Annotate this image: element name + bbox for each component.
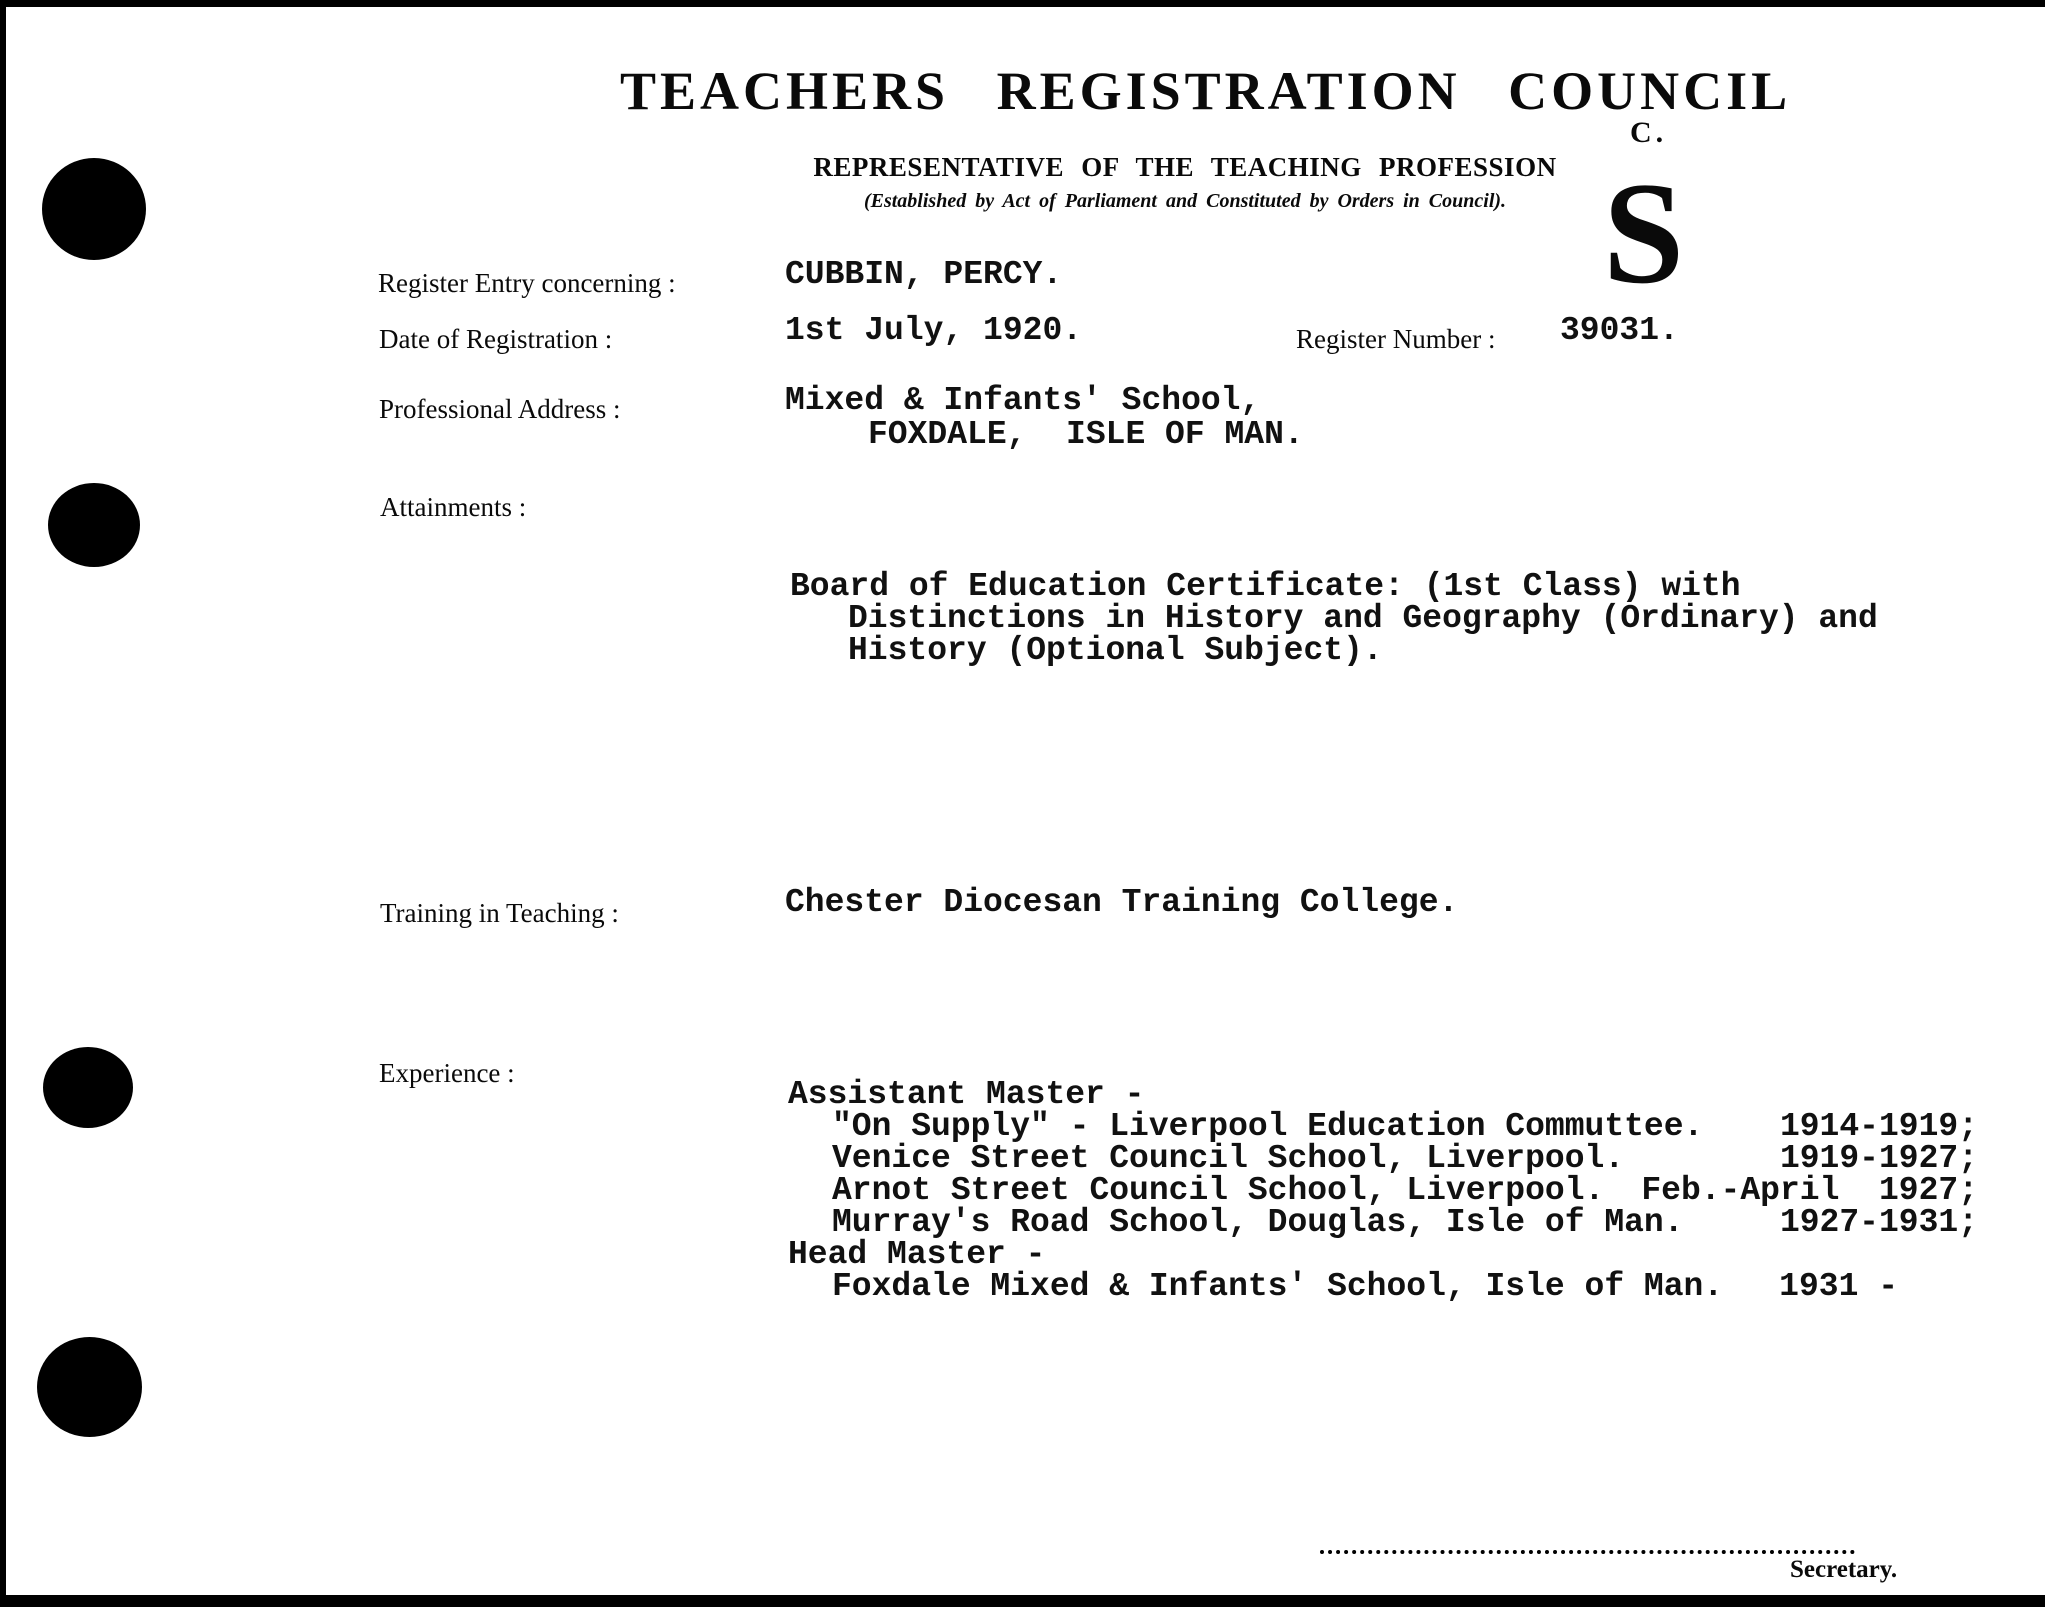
- corner-letter-c: C.: [1630, 116, 1668, 149]
- experience-date: Feb.-April 1927;: [1641, 1172, 1978, 1209]
- scan-edge-top: [0, 0, 2045, 7]
- register-entry-value: CUBBIN, PERCY.: [785, 256, 1063, 293]
- experience-entries: [788, 1076, 1978, 1305]
- experience-row: [788, 1076, 1978, 1113]
- training-label: Training in Teaching :: [380, 898, 619, 928]
- register-number-value: 39031.: [1560, 312, 1679, 349]
- established-line: (Established by Act of Parliament and Constituted by Orders in Council).: [863, 190, 1507, 212]
- attainments-line: Distinctions in History and Geography (Ordinary) and: [848, 600, 1878, 637]
- experience-text: Assistant Master -: [788, 1076, 1145, 1113]
- experience-text: "On Supply" - Liverpool Education Commuttee.: [832, 1108, 1704, 1145]
- stamp-letter-s: S: [1603, 152, 1685, 314]
- experience-row: [788, 1172, 1978, 1209]
- experience-date: 1927-1931;: [1779, 1204, 1978, 1241]
- date-of-registration-value: 1st July, 1920.: [785, 312, 1083, 349]
- punch-hole: [48, 483, 140, 567]
- experience-text: Venice Street Council School, Liverpool.: [832, 1140, 1625, 1177]
- experience-row: [788, 1108, 1978, 1145]
- experience-text: Foxdale Mixed & Infants' School, Isle of Man.: [832, 1268, 1724, 1305]
- attainments-line: History (Optional Subject).: [848, 632, 1383, 669]
- attainments-label: Attainments :: [380, 492, 527, 522]
- date-of-registration-label: Date of Registration :: [379, 324, 613, 354]
- experience-row: [788, 1204, 1978, 1241]
- experience-date: 1914-1919;: [1779, 1108, 1978, 1145]
- training-value: Chester Diocesan Training College.: [785, 884, 1459, 921]
- signature-dotted-line: [1320, 1550, 1855, 1554]
- experience-text: Head Master -: [788, 1236, 1046, 1273]
- experience-date: 1919-1927;: [1779, 1140, 1978, 1177]
- professional-address-line2: FOXDALE, ISLE OF MAN.: [868, 416, 1304, 453]
- experience-text: Arnot Street Council School, Liverpool.: [832, 1172, 1605, 1209]
- punch-hole: [42, 158, 146, 260]
- page-subtitle: REPRESENTATIVE OF THE TEACHING PROFESSION: [813, 152, 1557, 182]
- experience-row: [788, 1140, 1978, 1177]
- secretary-label: Secretary.: [1790, 1556, 1898, 1583]
- register-number-label: Register Number :: [1296, 324, 1496, 354]
- scan-edge-left: [0, 0, 6, 1607]
- professional-address-line1: Mixed & Infants' School,: [785, 382, 1261, 419]
- register-entry-label: Register Entry concerning :: [378, 268, 676, 298]
- experience-label: Experience :: [379, 1058, 515, 1088]
- experience-date: 1931 -: [1779, 1268, 1898, 1305]
- page-title: TEACHERS REGISTRATION COUNCIL: [620, 61, 1792, 121]
- punch-hole: [37, 1337, 142, 1437]
- attainments-line: Board of Education Certificate: (1st Class) with: [790, 568, 1741, 605]
- scan-edge-bottom: [0, 1595, 2045, 1607]
- professional-address-label: Professional Address :: [379, 394, 621, 424]
- punch-hole: [43, 1047, 133, 1128]
- experience-text: Murray's Road School, Douglas, Isle of Man.: [832, 1204, 1684, 1241]
- experience-row: [788, 1268, 1978, 1305]
- experience-row: [788, 1236, 1978, 1273]
